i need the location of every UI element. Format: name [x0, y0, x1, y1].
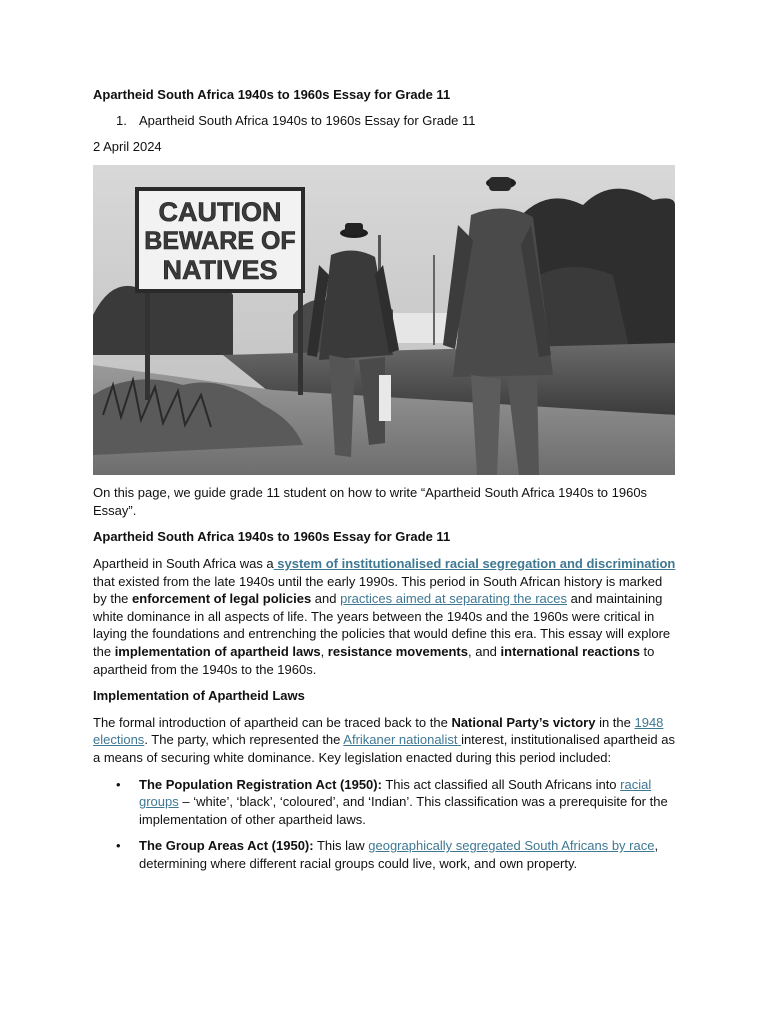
section-bold: National Party’s victory	[451, 714, 596, 730]
bullet-text: – ‘white’, ‘black’, ‘coloured’, and ‘Indian’. This classification was a prerequisite for the implementation of other apartheid laws.	[139, 794, 668, 827]
toc-label[interactable]: Apartheid South Africa 1940s to 1960s Essay for Grade 11	[139, 112, 476, 128]
bullet-title: The Population Registration Act (1950):	[139, 776, 382, 792]
link-afrikaner-nationalist[interactable]: Afrikaner nationalist	[343, 732, 462, 748]
document-title: Apartheid South Africa 1940s to 1960s Essay for Grade 11	[93, 87, 451, 102]
toc-number: 1.	[116, 112, 127, 128]
intro-text: that existed from the late 1940s until the early 1990s. This period in South African history is marked by the	[93, 573, 663, 607]
intro-bold: enforcement of legal policies	[132, 591, 312, 607]
intro-bold: international reactions	[500, 643, 640, 659]
link-racial-groups[interactable]: racial groups	[139, 776, 652, 810]
intro-text: to apartheid from the 1940s to the 1960s.	[93, 643, 655, 677]
list-item	[93, 776, 677, 829]
section-paragraph	[93, 714, 677, 767]
link-geographically-segregated[interactable]: geographically segregated South Africans by race	[368, 838, 655, 854]
sign-line-3: NATIVES	[162, 255, 278, 286]
bullet-text: This law	[313, 838, 369, 854]
link-practices-separating[interactable]: practices aimed at separating the races	[340, 591, 568, 607]
intro-text: and maintaining white dominance in all aspects of life. The years between the 1940s and the 1960s were critical in laying the foundations and entrenching the policies that would define this era. This essay will explore the	[93, 591, 671, 659]
link-system-of-segregation[interactable]: system of institutionalised racial segregation and discrimination	[273, 555, 676, 571]
sign-line-2: BEWARE OF	[144, 227, 296, 256]
section-text: in the	[595, 714, 635, 730]
link-1948-elections[interactable]: 1948 elections	[93, 714, 664, 748]
section-text: interest, institutionalised apartheid as a means of securing white dominance. Key legislation enacted during this period included:	[93, 732, 675, 765]
intro-bold: resistance movements	[327, 643, 468, 659]
publish-date: 2 April 2024	[93, 138, 162, 154]
section-text: . The party, which represented the	[144, 732, 344, 748]
sign-line-1: CAUTION	[158, 197, 282, 228]
toc-item[interactable]	[116, 113, 677, 128]
essay-heading: Apartheid South Africa 1940s to 1960s Essay for Grade 11	[93, 529, 451, 545]
section-heading: Implementation of Apartheid Laws	[93, 688, 305, 704]
section-text: The formal introduction of apartheid can be traced back to the	[93, 714, 452, 730]
bullet-icon: •	[116, 776, 121, 792]
intro-text: ,	[320, 643, 328, 659]
intro-text: , and	[467, 643, 501, 659]
list-item	[93, 837, 677, 872]
intro-text: and	[311, 591, 341, 607]
bullet-title: The Group Areas Act (1950):	[139, 838, 314, 854]
intro-paragraph	[93, 555, 677, 678]
image-caption: On this page, we guide grade 11 student on how to write “Apartheid South Africa 1940s to 1960s Essay”.	[93, 485, 648, 518]
bullet-text: , determining where different racial groups could live, work, and own property.	[139, 838, 659, 871]
bullet-icon: •	[116, 838, 121, 854]
document-page	[93, 86, 677, 881]
intro-text: Apartheid in South Africa was a	[93, 555, 274, 571]
bullet-text: This act classified all South Africans into	[381, 776, 621, 792]
hero-photo	[93, 165, 675, 475]
intro-bold: implementation of apartheid laws	[114, 643, 321, 659]
legislation-list	[93, 776, 677, 873]
